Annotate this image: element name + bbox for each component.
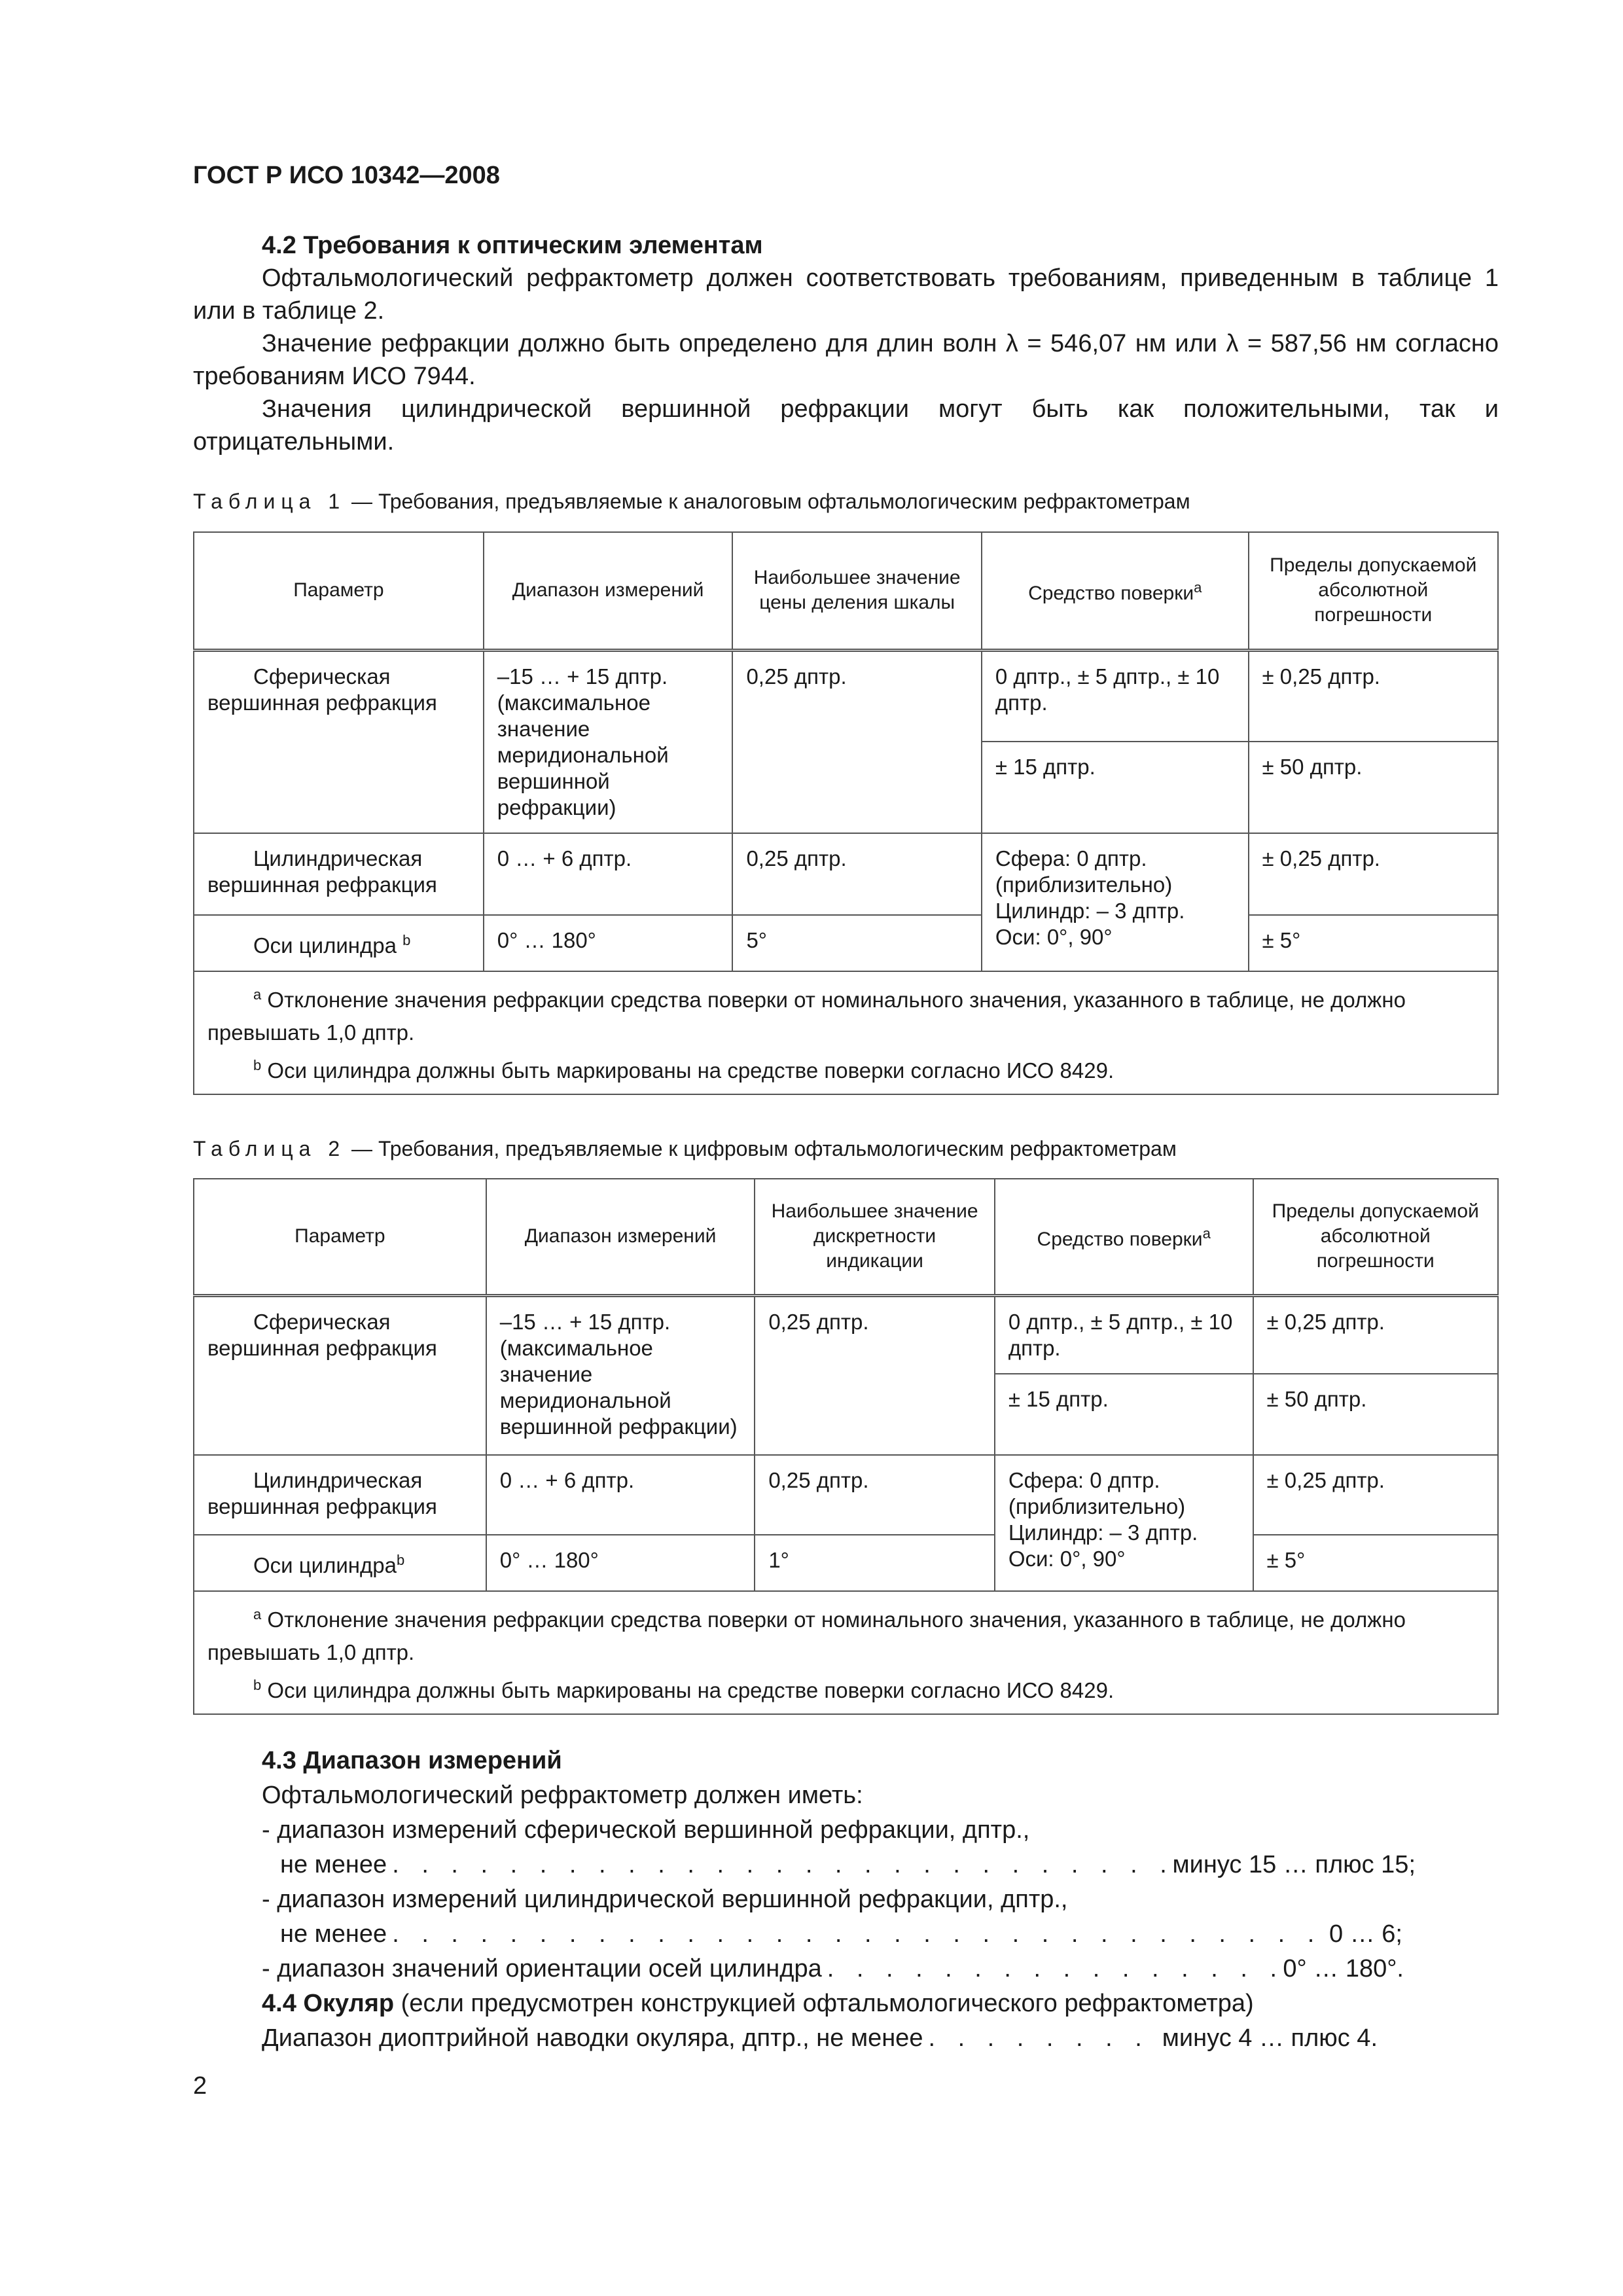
table-2-header-limits: Пределы допускаемой абсолютной погрешности: [1253, 1179, 1498, 1295]
table-row: [194, 1295, 1498, 1374]
table-1-header-param: Параметр: [194, 532, 484, 650]
table-1: [193, 531, 1499, 1095]
table-2-caption: [193, 1137, 1177, 1161]
eyepiece-range-value: минус 4 … плюс 4.: [1162, 2024, 1378, 2052]
section-4-3: [262, 1744, 1499, 2056]
table-1-sph-limit-1: ± 0,25 дптр.: [1249, 650, 1498, 742]
table-2-caption-text: — Требования, предъявляемые к цифровым офтальмологическим рефрактометрам: [346, 1137, 1177, 1160]
eyepiece-range-label: Диапазон диоптрийной наводки окуляра, дптр., не менее: [262, 2024, 923, 2052]
range-item-1-label: не менее: [280, 1851, 387, 1878]
table-2-axis-limit: ± 5°: [1253, 1535, 1498, 1591]
dot-leader: [923, 2021, 1162, 2056]
section-4-2: [193, 229, 1499, 458]
table-1-header-row: [194, 532, 1498, 650]
table-2: [193, 1178, 1499, 1715]
dot-leader: [822, 1952, 1283, 1986]
table-1-cyl-range: 0 … + 6 дптр.: [484, 833, 733, 915]
table-2-axis-param: [194, 1535, 486, 1591]
table-2-sph-tool-2: ± 15 дптр.: [995, 1374, 1253, 1455]
table-2-sph-value: 0,25 дптр.: [755, 1295, 995, 1455]
table-2-header-tool-text: Средство поверки: [1037, 1228, 1203, 1250]
table-2-cyl-range: 0 … + 6 дптр.: [486, 1455, 755, 1535]
footnote-mark-a: a: [253, 1605, 262, 1623]
section-4-3-intro: Офтальмологический рефрактометр должен иметь:: [262, 1782, 863, 1809]
section-4-2-paragraph-3: Значения цилиндрической вершинной рефракции могут быть как положительными, так и отрицательными.: [193, 395, 1499, 456]
table-2-header-value: Наибольшее значение дискретности индикации: [755, 1179, 995, 1295]
table-1-sph-param: Сферическая вершинная рефракция: [194, 650, 484, 833]
table-2-footnote-b: [207, 1669, 1484, 1707]
table-1-axis-range: 0° … 180°: [484, 915, 733, 971]
document-id: ГОСТ Р ИСО 10342—2008: [193, 162, 500, 189]
dot-leader: [387, 1848, 1172, 1882]
section-4-4-heading-note: (если предусмотрен конструкцией офтальмологического рефрактометра): [394, 1990, 1254, 2017]
footnote-mark-a: a: [253, 986, 262, 1003]
table-1-axis-value: 5°: [732, 915, 981, 971]
range-item-2-label: не менее: [280, 1920, 387, 1948]
table-1-sph-tool-1: 0 дптр., ± 5 дптр., ± 10 дптр.: [982, 650, 1249, 742]
table-1-cyl-tool: Сфера: 0 дптр. (приблизительно) Цилиндр: – 3 дптр. Оси: 0°, 90°: [982, 833, 1249, 971]
range-item-2-value: 0 … 6;: [1329, 1920, 1402, 1948]
table-row: [194, 1455, 1498, 1535]
table-1-footnotes-row: [194, 971, 1498, 1094]
table-2-footnotes: [194, 1591, 1498, 1714]
section-4-2-paragraph-1: Офтальмологический рефрактометр должен соответствовать требованиям, приведенным в таблице 1 или в таблице 2.: [193, 264, 1499, 325]
table-2-footnote-a: [207, 1598, 1484, 1669]
table-1-axis-param: [194, 915, 484, 971]
page-number: 2: [193, 2072, 207, 2100]
table-2-sph-param: Сферическая вершинная рефракция: [194, 1295, 486, 1455]
section-4-4-heading-line: [262, 1986, 1499, 2021]
table-2-header-param: Параметр: [194, 1179, 486, 1295]
table-1-header-tool-text: Средство поверки: [1028, 582, 1194, 604]
table-2-sph-tool-1: 0 дптр., ± 5 дптр., ± 10 дптр.: [995, 1295, 1253, 1374]
dot-leader: [387, 1917, 1329, 1952]
table-2-caption-label: Таблица 2: [193, 1137, 346, 1160]
table-1-footnotes: [194, 971, 1498, 1094]
table-2-axis-range: 0° … 180°: [486, 1535, 755, 1591]
table-2-header-range: Диапазон измерений: [486, 1179, 755, 1295]
range-item-3-value: 0° … 180°.: [1283, 1955, 1404, 1982]
table-1-cyl-value: 0,25 дптр.: [732, 833, 981, 915]
table-2-cyl-param: Цилиндрическая вершинная рефракция: [194, 1455, 486, 1535]
range-item-1-line-1: - диапазон измерений сферической вершинной рефракции, дптр.,: [262, 1816, 1030, 1844]
table-2-axis-value: 1°: [755, 1535, 995, 1591]
range-item-3-label: - диапазон значений ориентации осей цилиндра: [262, 1955, 822, 1982]
table-1-header-limits: Пределы допускаемой абсолютной погрешности: [1249, 532, 1498, 650]
table-2-header-row: [194, 1179, 1498, 1295]
section-4-4-heading: 4.4 Окуляр: [262, 1990, 395, 2017]
table-2-cyl-value: 0,25 дптр.: [755, 1455, 995, 1535]
table-row: [194, 915, 1498, 971]
table-2-footnote-a-text: Отклонение значения рефракции средства поверки от номинального значения, указанного в таблице, не должно превышать 1,0 дптр.: [207, 1607, 1406, 1664]
table-1-header-range: Диапазон измерений: [484, 532, 733, 650]
footnote-mark-a: a: [1202, 1225, 1211, 1242]
table-1-sph-range: –15 … + 15 дптр. (максимальное значение меридиональной вершинной рефракции): [484, 650, 733, 833]
section-4-2-paragraph-2: Значение рефракции должно быть определено для длин волн λ = 546,07 нм или λ = 587,56 нм согласно требованиям ИСО 7944.: [193, 330, 1499, 390]
table-row: [194, 1535, 1498, 1591]
table-row: [194, 833, 1498, 915]
table-1-caption-text: — Требования, предъявляемые к аналоговым офтальмологическим рефрактометрам: [346, 490, 1190, 513]
table-2-header-tool: [995, 1179, 1253, 1295]
table-2-sph-range: –15 … + 15 дптр. (максимальное значение меридиональной вершинной рефракции): [486, 1295, 755, 1455]
table-1-sph-value: 0,25 дптр.: [732, 650, 981, 833]
footnote-mark-b: b: [402, 931, 411, 948]
table-1-caption: [193, 490, 1190, 514]
section-4-2-heading: 4.2 Требования к оптическим элементам: [262, 232, 763, 259]
table-2-axis-param-text: Оси цилиндра: [253, 1552, 397, 1577]
table-2-footnote-b-text: Оси цилиндра должны быть маркированы на средстве поверки согласно ИСО 8429.: [267, 1677, 1115, 1702]
table-1-footnote-b: [207, 1049, 1484, 1087]
table-2-cyl-tool: Сфера: 0 дптр. (приблизительно) Цилиндр: – 3 дптр. Оси: 0°, 90°: [995, 1455, 1253, 1591]
table-1-footnote-a-text: Отклонение значения рефракции средства поверки от номинального значения, указанного в таблице, не должно превышать 1,0 дптр.: [207, 987, 1406, 1045]
range-item-2-line-1: - диапазон измерений цилиндрической вершинной рефракции, дптр.,: [262, 1886, 1068, 1913]
footnote-mark-b: b: [253, 1056, 262, 1073]
table-1-axis-param-text: Оси цилиндра: [253, 933, 397, 958]
table-1-caption-label: Таблица 1: [193, 490, 346, 513]
footnote-mark-a: a: [1194, 579, 1202, 596]
table-1-footnote-a: [207, 978, 1484, 1049]
table-2-sph-limit-1: ± 0,25 дптр.: [1253, 1295, 1498, 1374]
table-1-footnote-b-text: Оси цилиндра должны быть маркированы на средстве поверки согласно ИСО 8429.: [267, 1058, 1115, 1083]
table-1-axis-limit: ± 5°: [1249, 915, 1498, 971]
table-1-header-value: Наибольшее значение цены деления шкалы: [732, 532, 981, 650]
table-2-cyl-limit: ± 0,25 дптр.: [1253, 1455, 1498, 1535]
table-1-header-tool: [982, 532, 1249, 650]
table-1-sph-limit-2: ± 50 дптр.: [1249, 742, 1498, 833]
table-1-cyl-param: Цилиндрическая вершинная рефракция: [194, 833, 484, 915]
range-item-3: [262, 1952, 1404, 1986]
table-1-cyl-limit: ± 0,25 дптр.: [1249, 833, 1498, 915]
footnote-mark-b: b: [396, 1551, 405, 1568]
table-row: [194, 650, 1498, 742]
footnote-mark-b: b: [253, 1676, 262, 1693]
table-2-footnotes-row: [194, 1591, 1498, 1714]
eyepiece-range-line: [262, 2021, 1378, 2056]
section-4-3-heading: 4.3 Диапазон измерений: [262, 1747, 562, 1774]
range-item-1-value: минус 15 … плюс 15;: [1172, 1851, 1416, 1878]
range-item-1-line-2: [262, 1848, 1416, 1882]
range-item-2-line-2: [262, 1917, 1402, 1952]
table-2-sph-limit-2: ± 50 дптр.: [1253, 1374, 1498, 1455]
table-1-sph-tool-2: ± 15 дптр.: [982, 742, 1249, 833]
